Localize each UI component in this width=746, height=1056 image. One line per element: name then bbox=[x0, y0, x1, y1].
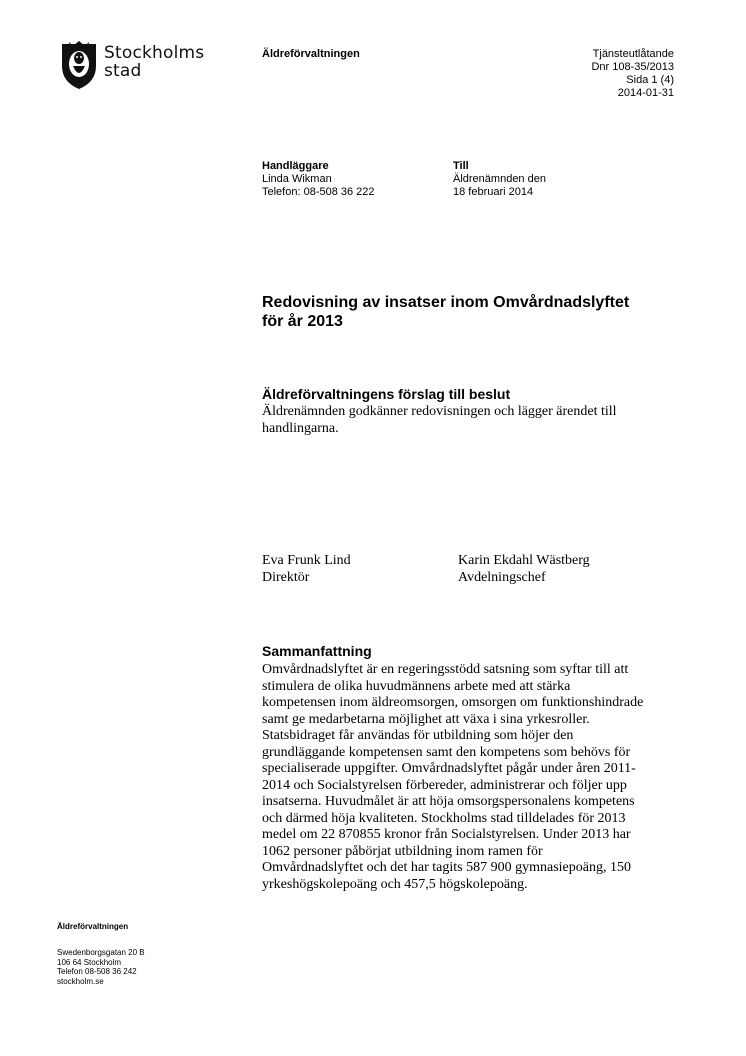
signature-left-title: Direktör bbox=[262, 569, 310, 585]
signature-right-name: Karin Ekdahl Wästberg bbox=[458, 553, 590, 568]
stockholm-crest-icon bbox=[60, 40, 98, 90]
footer-postal: 106 64 Stockholm bbox=[57, 957, 122, 967]
summary-section bbox=[262, 643, 712, 893]
proposal-line: handlingarna. bbox=[262, 420, 339, 436]
till-recipient: Äldrenämnden den bbox=[453, 173, 546, 185]
till-block bbox=[453, 160, 546, 199]
handlaggare-block bbox=[262, 160, 375, 199]
summary-line: insatserna. Huvudmålet är att höja omsorgspersonalens kompetens bbox=[262, 794, 635, 809]
summary-line: samt ge medarbetarna möjlighet att växa i sina yrkesroller. bbox=[262, 711, 590, 727]
doc-type: Tjänsteutlåtande bbox=[592, 48, 674, 60]
footer-street: Swedenborgsgatan 20 B bbox=[57, 948, 145, 957]
proposal-heading: Äldreförvaltningens förslag till beslut bbox=[262, 386, 511, 402]
proposal-text bbox=[262, 404, 712, 437]
page-number: Sida 1 (4) bbox=[626, 74, 674, 86]
summary-line: 2014 och Socialstyrelsen förbereder, administrerar och följer upp bbox=[262, 777, 627, 793]
proposal-line: Äldrenämnden godkänner redovisningen och lägger ärendet till bbox=[262, 404, 617, 419]
footer-web: stockholm.se bbox=[57, 976, 104, 986]
logo-line-2: stad bbox=[104, 61, 142, 81]
handlaggare-phone: Telefon: 08-508 36 222 bbox=[262, 186, 375, 198]
summary-line: och därmed höja kvaliteten. Stockholms stad tilldelades för 2013 bbox=[262, 810, 626, 826]
signature-right bbox=[458, 553, 590, 586]
till-heading: Till bbox=[453, 160, 469, 172]
stockholms-stad-logo bbox=[60, 40, 210, 92]
footer-department: Äldreförvaltningen bbox=[57, 922, 129, 931]
till-date: 18 februari 2014 bbox=[453, 186, 534, 198]
doc-dnr: Dnr 108-35/2013 bbox=[591, 61, 674, 73]
document-meta bbox=[591, 48, 674, 100]
logo-line-1: Stockholms bbox=[104, 43, 205, 63]
summary-line: yrkeshögskolepoäng och 457,5 högskolepoäng. bbox=[262, 876, 528, 892]
summary-heading: Sammanfattning bbox=[262, 643, 372, 659]
header-department: Äldreförvaltningen bbox=[262, 48, 360, 60]
signature-left bbox=[262, 553, 351, 586]
proposal-section bbox=[262, 386, 712, 437]
summary-line: specialiserade uppgifter. Omvårdnadslyftet pågår under åren 2011- bbox=[262, 761, 636, 776]
summary-line: Statsbidraget får användas för utbildning som höjer den bbox=[262, 728, 574, 743]
handlaggare-name: Linda Wikman bbox=[262, 173, 332, 185]
summary-line: Omvårdnadslyftet och det har tagits 587 900 gymnasiepoäng, 150 bbox=[262, 860, 631, 875]
signature-right-title: Avdelningschef bbox=[458, 569, 546, 585]
title-line-2: för år 2013 bbox=[262, 313, 343, 330]
summary-line: medel om 22 870855 kronor från Socialstyrelsen. Under 2013 har bbox=[262, 827, 631, 842]
summary-line: grundläggande kompetensen samt den kompetens som behövs för bbox=[262, 744, 631, 760]
footer-phone: Telefon 08-508 36 242 bbox=[57, 967, 137, 977]
handlaggare-heading: Handläggare bbox=[262, 160, 329, 172]
footer-address bbox=[57, 948, 145, 986]
summary-line: kompetensen inom äldreomsorgen, omsorgen om funktionshindrade bbox=[262, 695, 644, 710]
summary-line: Omvårdnadslyftet är en regeringsstödd satsning som syftar till att bbox=[262, 662, 629, 677]
summary-text bbox=[262, 662, 712, 893]
signature-left-name: Eva Frunk Lind bbox=[262, 553, 351, 568]
doc-date: 2014-01-31 bbox=[617, 87, 674, 99]
summary-line: stimulera de olika huvudmännens arbete med att stärka bbox=[262, 678, 571, 694]
summary-line: 1062 personer påbörjat utbildning inom ramen för bbox=[262, 843, 543, 859]
document-title bbox=[262, 293, 702, 331]
title-line-1: Redovisning av insatser inom Omvårdnadslyftet bbox=[262, 294, 630, 311]
